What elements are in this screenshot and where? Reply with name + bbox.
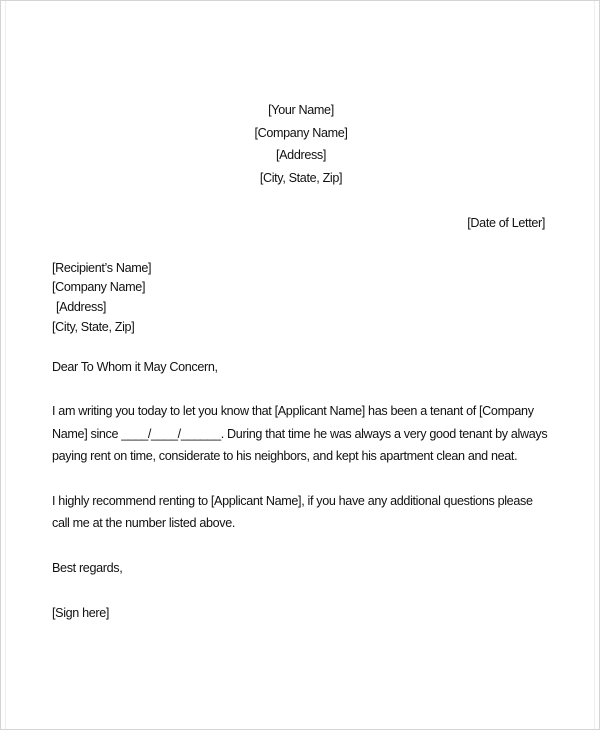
recipient-name: [Recipient’s Name]: [52, 261, 152, 275]
recipient-company: [Company Name]: [52, 280, 146, 294]
sender-name: [Your Name]: [268, 103, 334, 117]
signature-placeholder: [Sign here]: [52, 606, 110, 620]
paragraph1-line: I am writing you today to let you know that [Applicant Name] has been a tenant of [Company: [52, 404, 534, 418]
letter-date: [Date of Letter]: [467, 216, 545, 230]
sender-city: [City, State, Zip]: [259, 171, 343, 185]
sender-address: [Address]: [275, 148, 327, 162]
closing: Best regards,: [52, 561, 123, 575]
paragraph1-line: paying rent on time, considerate to his neighbors, and kept his apartment clean and neat.: [52, 449, 518, 463]
paragraph2-line: I highly recommend renting to [Applicant Name], if you have any additional questions please: [52, 494, 533, 508]
sender-company: [Company Name]: [254, 126, 348, 140]
recipient-city: [City, State, Zip]: [52, 320, 135, 334]
paragraph1-line: Name] since ____/____/______. During that time he was always a very good tenant by always: [52, 427, 548, 441]
recipient-address: [Address]: [56, 300, 107, 314]
paragraph2-line: call me at the number listed above.: [52, 516, 236, 530]
salutation: Dear To Whom it May Concern,: [52, 360, 218, 374]
